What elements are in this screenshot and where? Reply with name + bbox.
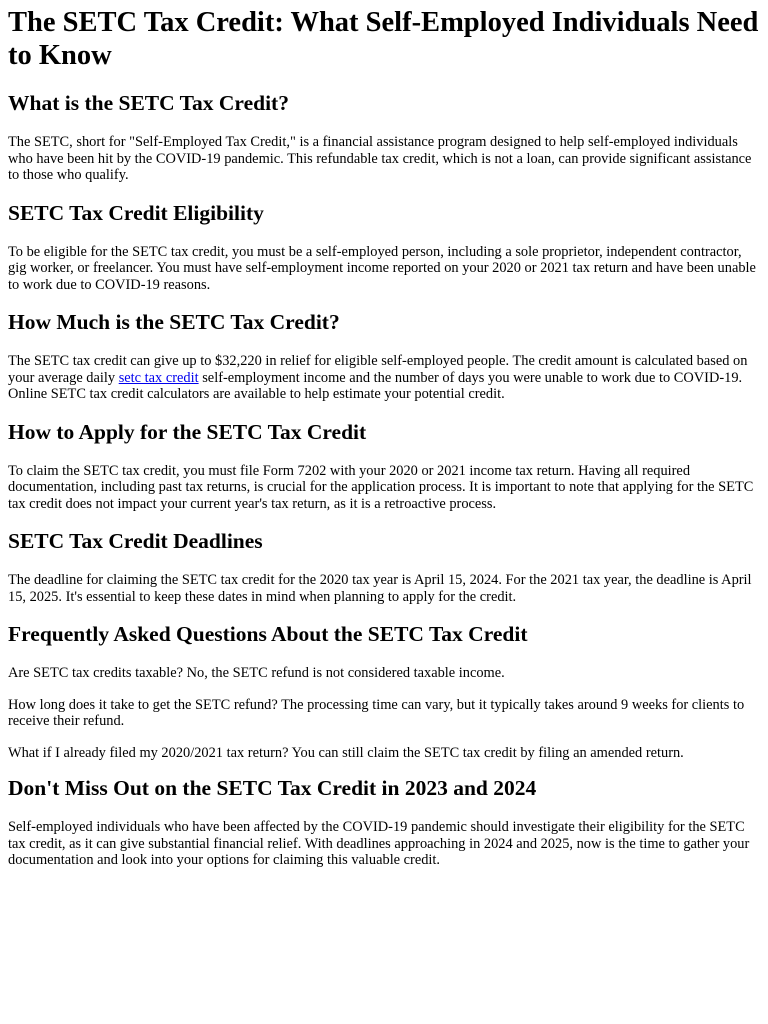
- section-body-dont-miss-out: Self-employed individuals who have been affected by the COVID-19 pandemic should investigate their eligibility for the SETC tax credit, as it can give substantial financial relief. With deadlines approaching in 2024 and 2025, now is the time to gather your documentation and look into your options for claiming this valuable credit.: [8, 819, 750, 868]
- section-body-eligibility: To be eligible for the SETC tax credit, you must be a self-employed person, including a sole proprietor, independent contractor, gig worker, or freelancer. You must have self-employment income reported on your 2020 or 2021 tax return and have been unable to work due to COVID-19 reasons.: [8, 243, 756, 293]
- section-heading-what-is: What is the SETC Tax Credit?: [8, 91, 289, 115]
- faq-item-taxable: Are SETC tax credits taxable? No, the SETC refund is not considered taxable income.: [8, 665, 505, 681]
- section-heading-deadlines: SETC Tax Credit Deadlines: [8, 529, 263, 553]
- section-heading-faq: Frequently Asked Questions About the SETC Tax Credit: [8, 622, 528, 646]
- faq-item-processing-time: How long does it take to get the SETC refund? The processing time can vary, but it typically takes around 9 weeks for clients to receive their refund.: [8, 696, 745, 729]
- how-much-text-start: The SETC tax credit can give up to $32,220 in relief for eligible self-employed people. The credit amount is calculated based on your average daily: [8, 353, 748, 386]
- section-heading-how-to-apply: How to Apply for the SETC Tax Credit: [8, 419, 367, 444]
- section-heading-dont-miss-out: Don't Miss Out on the SETC Tax Credit in 2023 and 2024: [8, 776, 537, 800]
- section-heading-eligibility: SETC Tax Credit Eligibility: [8, 200, 264, 225]
- section-body-what-is: The SETC, short for "Self-Employed Tax Credit," is a financial assistance program designed to help self-employed individuals who have been hit by the COVID-19 pandemic. This refundable tax credit, which is not a loan, can provide significant assistance to those who qualify.: [8, 134, 752, 183]
- section-body-deadlines: The deadline for claiming the SETC tax credit for the 2020 tax year is April 15, 2024. For the 2021 tax year, the deadline is April 15, 2025. It's essential to keep these dates in mind when planning to apply for the credit.: [8, 572, 752, 605]
- faq-item-amended-return: What if I already filed my 2020/2021 tax return? You can still claim the SETC tax credit by filing an amended return.: [8, 744, 684, 761]
- section-heading-how-much: How Much is the SETC Tax Credit?: [8, 310, 340, 334]
- section-body-how-much: [8, 353, 760, 403]
- section-body-how-to-apply: To claim the SETC tax credit, you must file Form 7202 with your 2020 or 2021 income tax return. Having all required documentation, including past tax returns, is crucial for the application process. It is important to note that applying for the SETC tax credit does not impact your current year's tax return, as it is a retroactive process.: [8, 462, 754, 512]
- setc-tax-credit-link[interactable]: setc tax credit: [118, 369, 199, 386]
- how-much-text-end: self-employment income and the number of days you were unable to work due to COVID-19. Online SETC tax credit calculators are available to help estimate your potential credit.: [8, 369, 743, 402]
- page-title: The SETC Tax Credit: What Self-Employed Individuals Need to Know: [8, 7, 759, 71]
